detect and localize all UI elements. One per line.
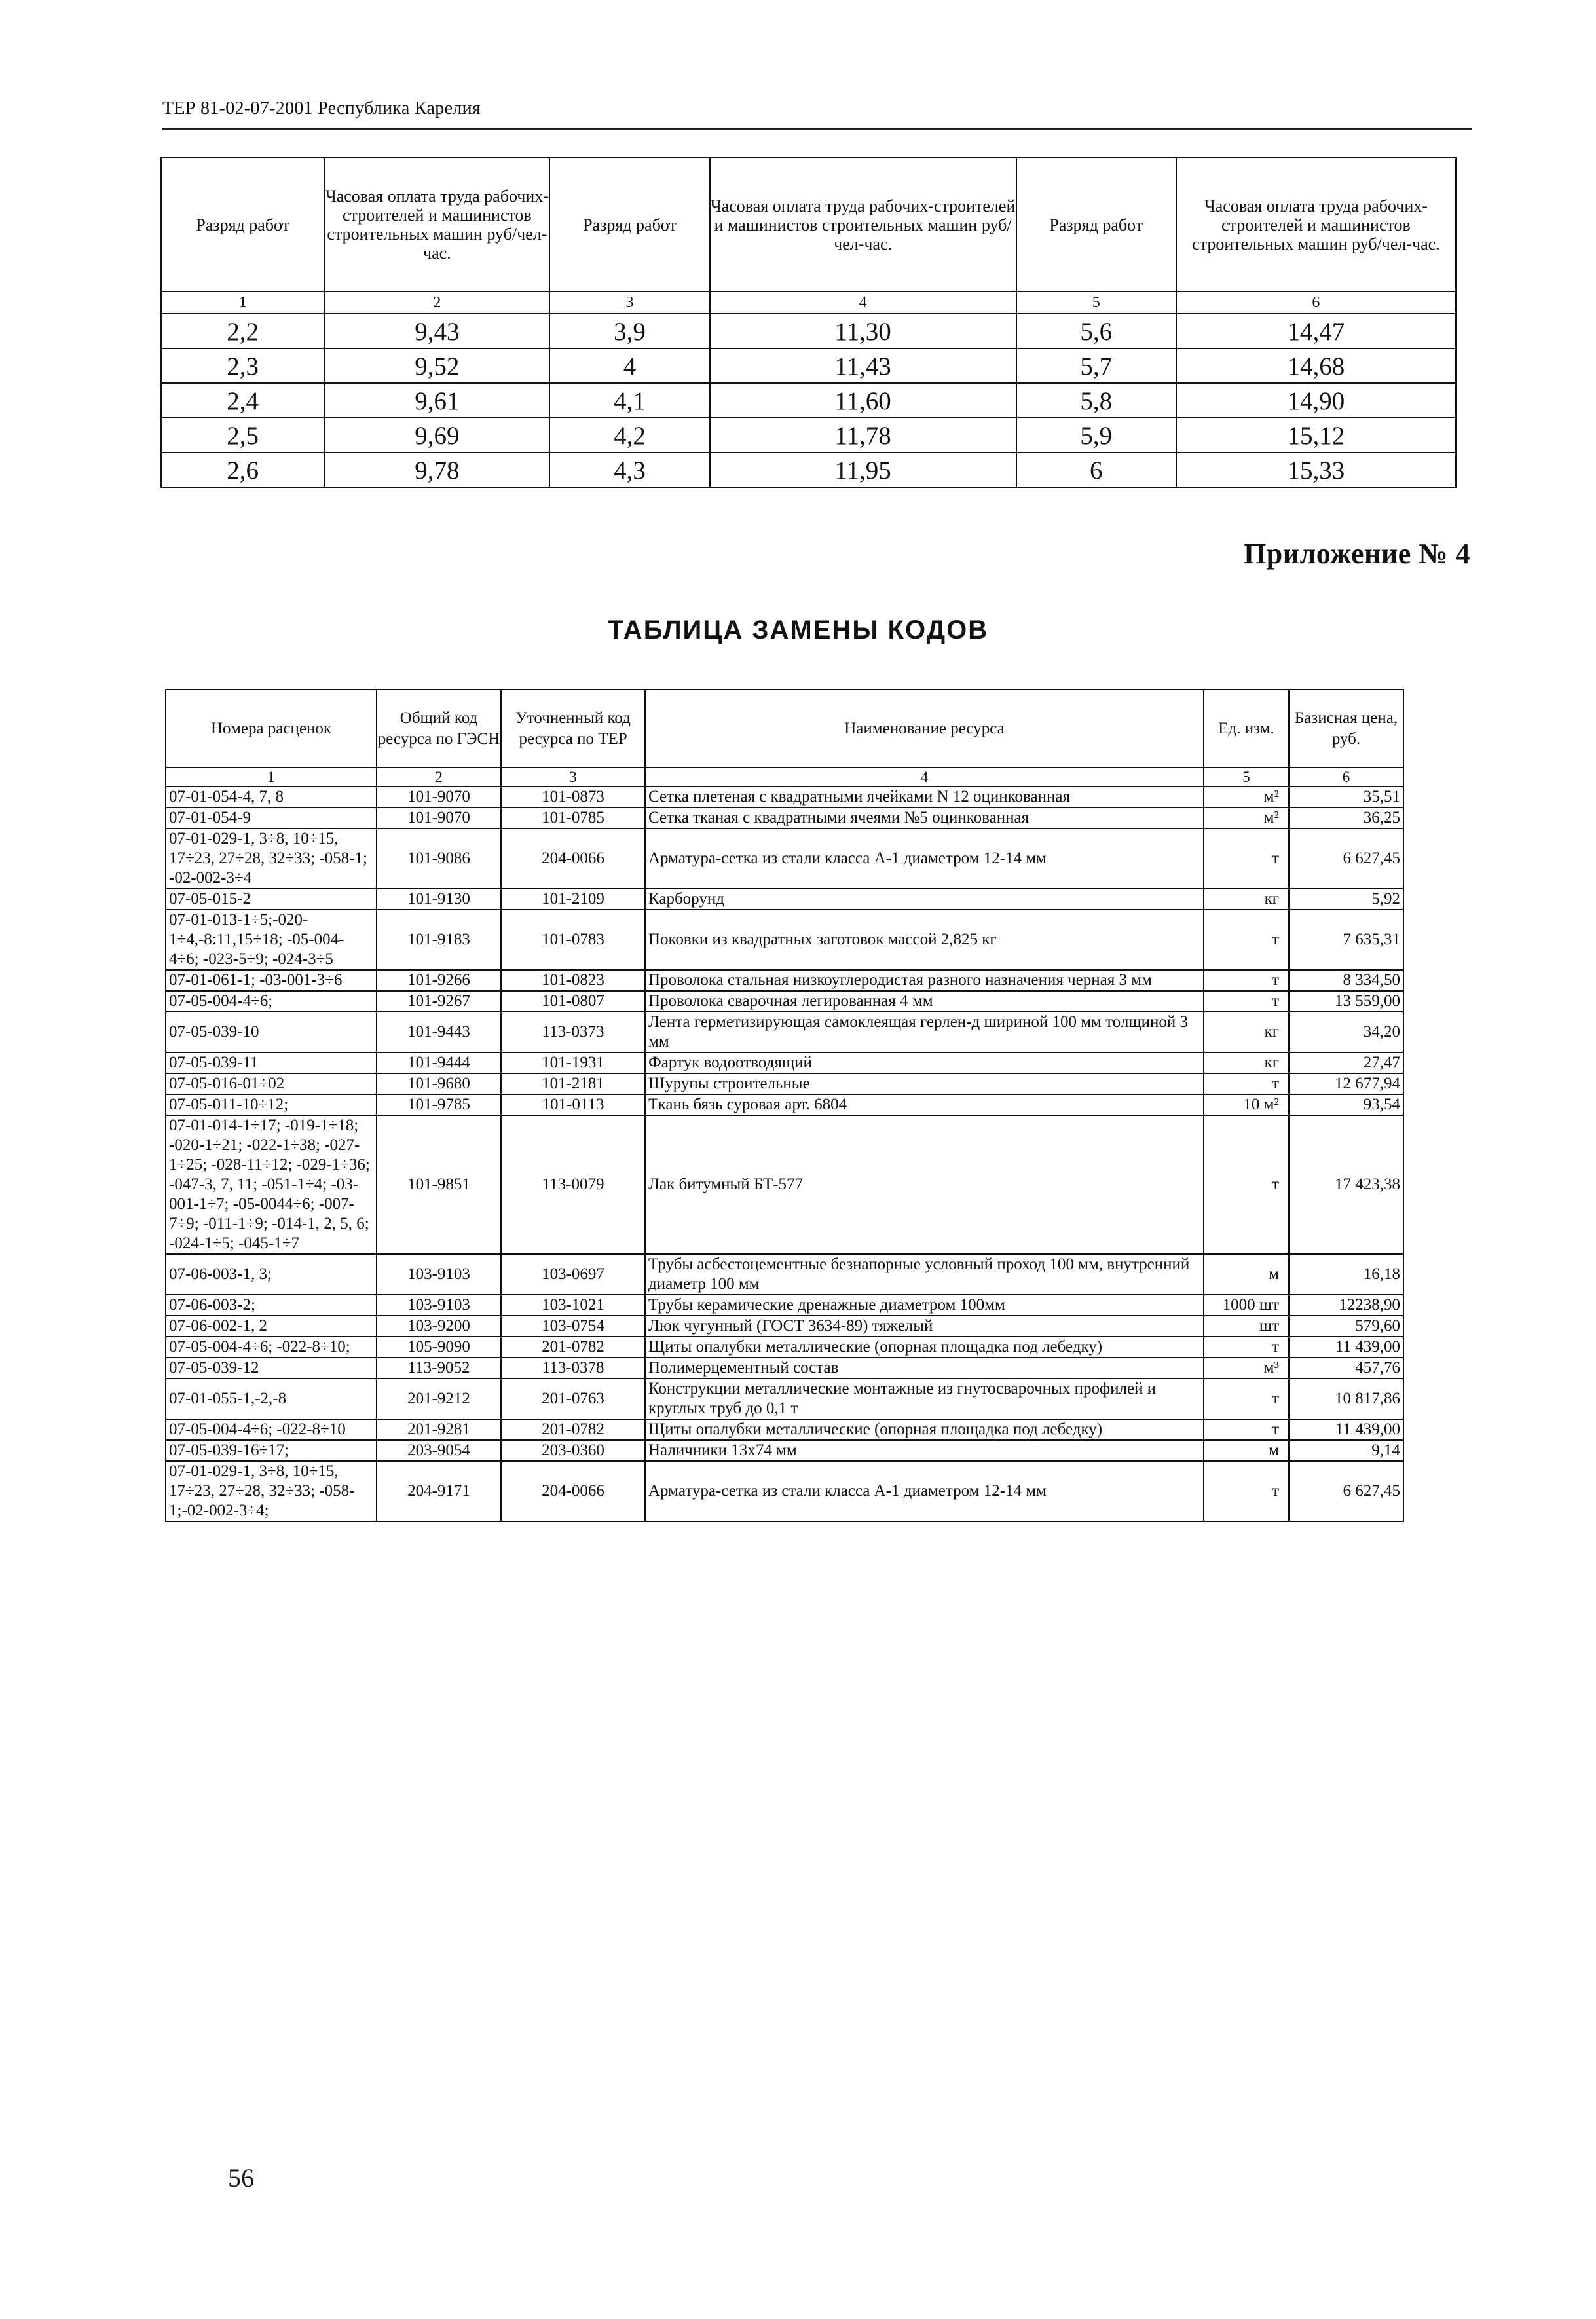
resource-name-cell: Шурупы строительные [645,1073,1204,1094]
hourly-rate-cell: 14,68 [1176,348,1456,383]
hourly-rate-cell: 9,43 [324,314,549,348]
ter-code-cell: 101-2181 [501,1073,645,1094]
gesn-code-cell: 103-9103 [377,1295,501,1316]
ter-code-cell: 101-0807 [501,991,645,1012]
base-price-cell: 9,14 [1289,1440,1403,1461]
ter-code-cell: 103-0754 [501,1316,645,1337]
gesn-code-cell: 105-9090 [377,1337,501,1358]
resource-name-cell: Наличники 13х74 мм [645,1440,1204,1461]
rate-numbers-cell: 07-05-039-12 [166,1358,377,1379]
hourly-rate-cell: 11,30 [710,314,1016,348]
ter-code-cell: 113-0079 [501,1115,645,1254]
rate-numbers-cell: 07-05-011-10÷12; [166,1094,377,1115]
hourly-rate-cell: 14,47 [1176,314,1456,348]
gesn-code-cell: 101-9443 [377,1012,501,1052]
hourly-rate-cell: 14,90 [1176,383,1456,418]
gesn-code-cell: 101-9266 [377,970,501,991]
base-price-cell: 6 627,45 [1289,1461,1403,1521]
unit-cell: м² [1204,787,1289,807]
gesn-code-cell: 101-9130 [377,889,501,910]
table-row [166,1316,1403,1337]
ter-code-cell: 101-0113 [501,1094,645,1115]
table-row [166,828,1403,889]
table-row [166,1115,1403,1254]
table-row [166,1440,1403,1461]
ter-code-cell: 101-0823 [501,970,645,991]
codes-header-cell: Базисная цена, руб. [1289,690,1403,768]
unit-cell: т [1204,1379,1289,1419]
work-grade-cell: 4 [549,348,709,383]
hourly-rate-cell: 11,60 [710,383,1016,418]
base-price-cell: 7 635,31 [1289,910,1403,970]
table-row [166,1295,1403,1316]
base-price-cell: 93,54 [1289,1094,1403,1115]
ter-code-cell: 201-0782 [501,1337,645,1358]
appendix-label: Приложение № 4 [1244,538,1470,570]
code-replacement-table [165,689,1404,1522]
base-price-cell: 5,92 [1289,889,1403,910]
work-grade-cell: 2,2 [161,314,324,348]
resource-name-cell: Карборунд [645,889,1204,910]
column-number-cell: 2 [324,291,549,314]
table-row [166,1073,1403,1094]
table-row [166,1358,1403,1379]
gesn-code-cell: 101-9785 [377,1094,501,1115]
table-row [166,889,1403,910]
rate-numbers-cell: 07-01-054-4, 7, 8 [166,787,377,807]
header-divider [162,128,1472,130]
column-number-cell: 3 [501,768,645,787]
table-row [166,1052,1403,1073]
hourly-rate-cell: 15,33 [1176,453,1456,487]
base-price-cell: 579,60 [1289,1316,1403,1337]
base-price-cell: 12 677,94 [1289,1073,1403,1094]
wage-table-header-row [161,158,1456,291]
unit-cell: т [1204,970,1289,991]
base-price-cell: 12238,90 [1289,1295,1403,1316]
unit-cell: кг [1204,889,1289,910]
table-row [161,314,1456,348]
table-row [166,1094,1403,1115]
page-header: ТЕР 81-02-07-2001 Республика Карелия [162,98,481,119]
rate-numbers-cell: 07-01-054-9 [166,807,377,828]
resource-name-cell: Люк чугунный (ГОСТ 3634-89) тяжелый [645,1316,1204,1337]
unit-cell: м² [1204,807,1289,828]
table-row [166,1337,1403,1358]
rate-numbers-cell: 07-01-029-1, 3÷8, 10÷15, 17÷23, 27÷28, 32÷33; -058-1; -02-002-3÷4 [166,828,377,889]
unit-cell: т [1204,1073,1289,1094]
ter-code-cell: 101-0783 [501,910,645,970]
codes-table-body [166,768,1403,1521]
wage-header-cell: Разряд работ [1016,158,1176,291]
table-row [166,1461,1403,1521]
column-number-cell: 2 [377,768,501,787]
rate-numbers-cell: 07-05-039-16÷17; [166,1440,377,1461]
table-row [166,1254,1403,1295]
rate-numbers-cell: 07-01-029-1, 3÷8, 10÷15, 17÷23, 27÷28, 32÷33; -058-1;-02-002-3÷4; [166,1461,377,1521]
codes-header-cell: Ед. изм. [1204,690,1289,768]
work-grade-cell: 5,8 [1016,383,1176,418]
rate-numbers-cell: 07-01-014-1÷17; -019-1÷18; -020-1÷21; -022-1÷38; -027-1÷25; -028-11÷12; -029-1÷36; -047-3, 7, 11; -051-1÷4; -03-001-1÷7; -05-0044÷6; -007-7÷9; -011-1÷9; -014-1, 2, 5, 6; -024-1÷5; -045-1÷7 [166,1115,377,1254]
resource-name-cell: Сетка тканая с квадратными ячеями №5 оцинкованная [645,807,1204,828]
hourly-rate-cell: 11,43 [710,348,1016,383]
wage-header-cell: Часовая оплата труда рабочих-строителей и машинистов строительных машин руб/чел-час. [324,158,549,291]
unit-cell: м [1204,1440,1289,1461]
column-number-cell: 4 [645,768,1204,787]
unit-cell: 10 м² [1204,1094,1289,1115]
resource-name-cell: Сетка плетеная с квадратными ячейками N 12 оцинкованная [645,787,1204,807]
codes-header-cell: Общий код ресурса по ГЭСН [377,690,501,768]
gesn-code-cell: 101-9851 [377,1115,501,1254]
resource-name-cell: Конструкции металлические монтажные из гнутосварочных профилей и круглых труб до 0,1 т [645,1379,1204,1419]
rate-numbers-cell: 07-06-002-1, 2 [166,1316,377,1337]
resource-name-cell: Лента герметизирующая самоклеящая герлен-д шириной 100 мм толщиной 3 мм [645,1012,1204,1052]
base-price-cell: 17 423,38 [1289,1115,1403,1254]
ter-code-cell: 101-2109 [501,889,645,910]
base-price-cell: 27,47 [1289,1052,1403,1073]
gesn-code-cell: 113-9052 [377,1358,501,1379]
page-number: 56 [228,2163,254,2193]
work-grade-cell: 4,1 [549,383,709,418]
ter-code-cell: 103-1021 [501,1295,645,1316]
base-price-cell: 36,25 [1289,807,1403,828]
base-price-cell: 6 627,45 [1289,828,1403,889]
gesn-code-cell: 103-9103 [377,1254,501,1295]
resource-name-cell: Проволока стальная низкоуглеродистая разного назначения черная 3 мм [645,970,1204,991]
work-grade-cell: 5,7 [1016,348,1176,383]
table-row [166,1419,1403,1440]
gesn-code-cell: 201-9281 [377,1419,501,1440]
table-row [161,453,1456,487]
ter-code-cell: 204-0066 [501,828,645,889]
resource-name-cell: Проволока сварочная легированная 4 мм [645,991,1204,1012]
rate-numbers-cell: 07-06-003-1, 3; [166,1254,377,1295]
gesn-code-cell: 101-9680 [377,1073,501,1094]
wage-header-cell: Часовая оплата труда рабочих-строителей и машинистов строительных машин руб/чел-час. [710,158,1016,291]
resource-name-cell: Лак битумный БТ-577 [645,1115,1204,1254]
base-price-cell: 35,51 [1289,787,1403,807]
base-price-cell: 34,20 [1289,1012,1403,1052]
ter-code-cell: 101-0785 [501,807,645,828]
wage-header-cell: Часовая оплата труда рабочих-строителей и машинистов строительных машин руб/чел-час. [1176,158,1456,291]
ter-code-cell: 101-0873 [501,787,645,807]
wage-column-number-row [161,291,1456,314]
unit-cell: т [1204,1419,1289,1440]
table-row [161,348,1456,383]
work-grade-cell: 2,4 [161,383,324,418]
gesn-code-cell: 101-9267 [377,991,501,1012]
column-number-cell: 6 [1176,291,1456,314]
unit-cell: м³ [1204,1358,1289,1379]
work-grade-cell: 2,6 [161,453,324,487]
unit-cell: т [1204,991,1289,1012]
rate-numbers-cell: 07-05-015-2 [166,889,377,910]
unit-cell: кг [1204,1012,1289,1052]
work-grade-cell: 4,2 [549,418,709,453]
resource-name-cell: Поковки из квадратных заготовок массой 2,825 кг [645,910,1204,970]
codes-table-header-row [166,690,1403,768]
rate-numbers-cell: 07-05-016-01÷02 [166,1073,377,1094]
resource-name-cell: Щиты опалубки металлические (опорная площадка под лебедку) [645,1337,1204,1358]
unit-cell: м [1204,1254,1289,1295]
rate-numbers-cell: 07-01-055-1,-2,-8 [166,1379,377,1419]
codes-header-cell: Номера расценок [166,690,377,768]
work-grade-cell: 3,9 [549,314,709,348]
unit-cell: т [1204,910,1289,970]
ter-code-cell: 201-0782 [501,1419,645,1440]
base-price-cell: 11 439,00 [1289,1419,1403,1440]
hourly-rate-cell: 11,95 [710,453,1016,487]
gesn-code-cell: 101-9444 [377,1052,501,1073]
ter-code-cell: 101-1931 [501,1052,645,1073]
work-grade-cell: 5,6 [1016,314,1176,348]
gesn-code-cell: 101-9086 [377,828,501,889]
work-grade-cell: 5,9 [1016,418,1176,453]
gesn-code-cell: 103-9200 [377,1316,501,1337]
table-row [166,1379,1403,1419]
hourly-rate-cell: 9,78 [324,453,549,487]
work-grade-cell: 2,5 [161,418,324,453]
hourly-rate-cell: 9,52 [324,348,549,383]
gesn-code-cell: 204-9171 [377,1461,501,1521]
wage-table-body [161,291,1456,487]
work-grade-cell: 6 [1016,453,1176,487]
hourly-rate-cell: 9,69 [324,418,549,453]
column-number-cell: 3 [549,291,709,314]
hourly-rate-cell: 15,12 [1176,418,1456,453]
unit-cell: т [1204,1115,1289,1254]
unit-cell: т [1204,1337,1289,1358]
ter-code-cell: 103-0697 [501,1254,645,1295]
wage-header-cell: Разряд работ [161,158,324,291]
table-row [166,1012,1403,1052]
rate-numbers-cell: 07-01-061-1; -03-001-3÷6 [166,970,377,991]
column-number-cell: 5 [1016,291,1176,314]
wage-header-cell: Разряд работ [549,158,709,291]
base-price-cell: 457,76 [1289,1358,1403,1379]
ter-code-cell: 113-0378 [501,1358,645,1379]
table-row [166,807,1403,828]
gesn-code-cell: 101-9070 [377,787,501,807]
rate-numbers-cell: 07-05-039-11 [166,1052,377,1073]
resource-name-cell: Арматура-сетка из стали класса А-1 диаметром 12-14 мм [645,1461,1204,1521]
work-grade-cell: 4,3 [549,453,709,487]
resource-name-cell: Полимерцементный состав [645,1358,1204,1379]
hourly-rate-cell: 11,78 [710,418,1016,453]
rate-numbers-cell: 07-05-004-4÷6; -022-8÷10; [166,1337,377,1358]
base-price-cell: 10 817,86 [1289,1379,1403,1419]
table-row [161,418,1456,453]
resource-name-cell: Ткань бязь суровая арт. 6804 [645,1094,1204,1115]
column-number-cell: 4 [710,291,1016,314]
column-number-cell: 1 [166,768,377,787]
base-price-cell: 11 439,00 [1289,1337,1403,1358]
codes-table-title: ТАБЛИЦА ЗАМЕНЫ КОДОВ [607,616,989,644]
gesn-code-cell: 201-9212 [377,1379,501,1419]
resource-name-cell: Фартук водоотводящий [645,1052,1204,1073]
gesn-code-cell: 101-9183 [377,910,501,970]
gesn-code-cell: 101-9070 [377,807,501,828]
hourly-rate-cell: 9,61 [324,383,549,418]
ter-code-cell: 203-0360 [501,1440,645,1461]
table-row [161,383,1456,418]
codes-header-cell: Наименование ресурса [645,690,1204,768]
column-number-cell: 1 [161,291,324,314]
table-row [166,991,1403,1012]
resource-name-cell: Трубы керамические дренажные диаметром 100мм [645,1295,1204,1316]
resource-name-cell: Арматура-сетка из стали класса А-1 диаметром 12-14 мм [645,828,1204,889]
work-grade-cell: 2,3 [161,348,324,383]
column-number-cell: 5 [1204,768,1289,787]
gesn-code-cell: 203-9054 [377,1440,501,1461]
ter-code-cell: 113-0373 [501,1012,645,1052]
base-price-cell: 13 559,00 [1289,991,1403,1012]
table-row [166,910,1403,970]
rate-numbers-cell: 07-05-004-4÷6; -022-8÷10 [166,1419,377,1440]
resource-name-cell: Трубы асбестоцементные безнапорные условный проход 100 мм, внутренний диаметр 100 мм [645,1254,1204,1295]
ter-code-cell: 201-0763 [501,1379,645,1419]
table-row [166,970,1403,991]
unit-cell: шт [1204,1316,1289,1337]
rate-numbers-cell: 07-05-039-10 [166,1012,377,1052]
unit-cell: т [1204,828,1289,889]
table-row [166,787,1403,807]
codes-column-number-row [166,768,1403,787]
unit-cell: кг [1204,1052,1289,1073]
rate-numbers-cell: 07-01-013-1÷5;-020-1÷4,-8:11,15÷18; -05-004-4÷6; -023-5÷9; -024-3÷5 [166,910,377,970]
unit-cell: т [1204,1461,1289,1521]
ter-code-cell: 204-0066 [501,1461,645,1521]
resource-name-cell: Щиты опалубки металлические (опорная площадка под лебедку) [645,1419,1204,1440]
wage-rate-table [160,157,1457,488]
base-price-cell: 16,18 [1289,1254,1403,1295]
codes-header-cell: Уточненный код ресурса по ТЕР [501,690,645,768]
rate-numbers-cell: 07-05-004-4÷6; [166,991,377,1012]
column-number-cell: 6 [1289,768,1403,787]
rate-numbers-cell: 07-06-003-2; [166,1295,377,1316]
base-price-cell: 8 334,50 [1289,970,1403,991]
unit-cell: 1000 шт [1204,1295,1289,1316]
